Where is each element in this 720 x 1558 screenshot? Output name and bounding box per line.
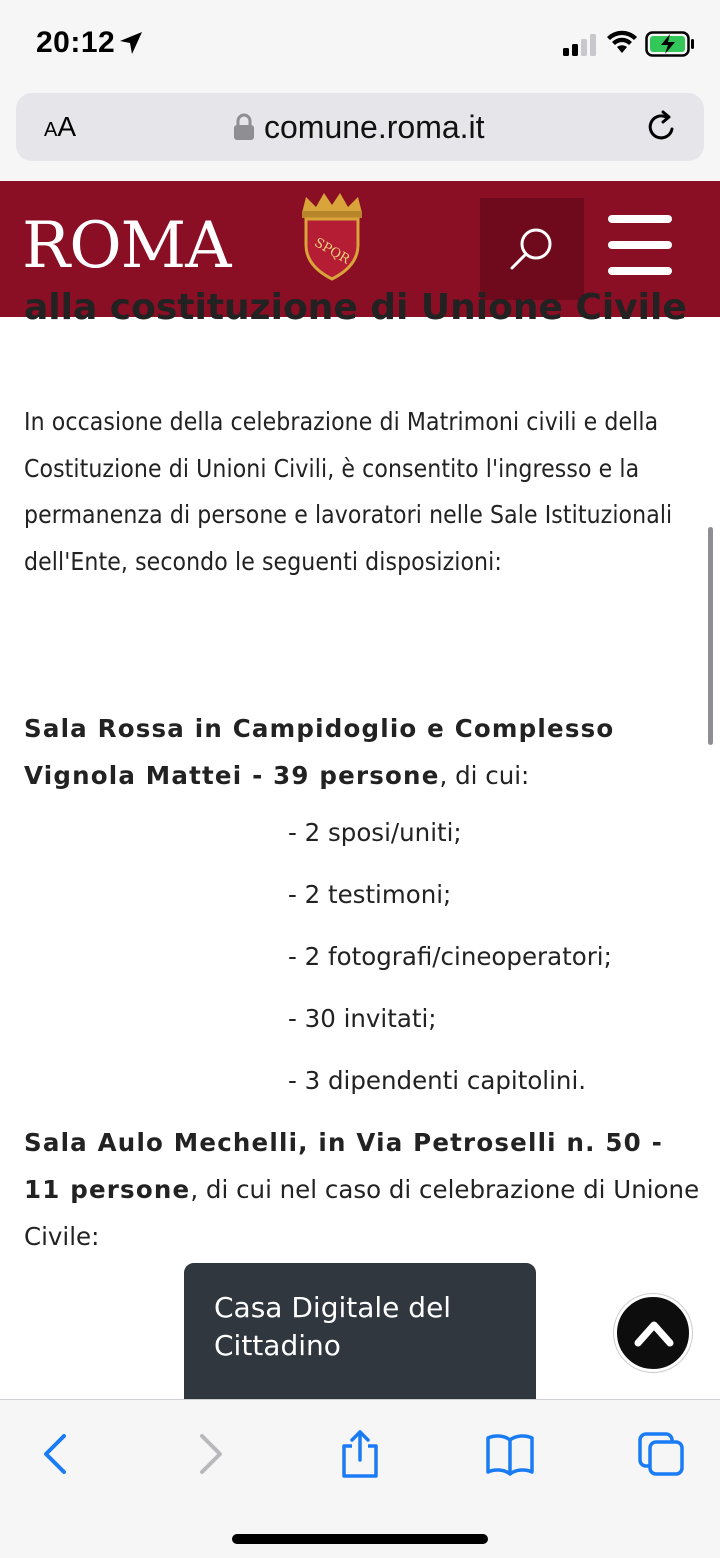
- tabs-icon[interactable]: [636, 1430, 688, 1478]
- status-time: 20:12: [36, 26, 116, 59]
- reload-icon[interactable]: [644, 109, 680, 145]
- venue-sala-aulo-mechelli-rest: , di cui nel caso di celebrazione di Unione Civile:: [24, 1175, 700, 1251]
- url-text[interactable]: comune.roma.it: [264, 109, 485, 145]
- list-item: - 3 dipendenti capitolini.: [288, 1066, 587, 1095]
- casa-digitale-label[interactable]: Casa Digitale del Cittadino: [214, 1291, 452, 1362]
- venue-sala-aulo-mechelli: [24, 1119, 700, 1260]
- hamburger-menu-icon[interactable]: [608, 215, 672, 275]
- status-bar: [0, 0, 720, 90]
- list-item: - 2 testimoni;: [288, 880, 452, 909]
- scroll-to-top-button[interactable]: [614, 1294, 692, 1372]
- list-item: - 2 sposi/uniti;: [288, 818, 462, 847]
- wifi-icon: [606, 31, 638, 55]
- search-icon: [506, 222, 558, 274]
- search-button[interactable]: [480, 198, 584, 300]
- article-content: [0, 287, 720, 1399]
- sala-rossa-list: [288, 813, 612, 1123]
- casa-digitale-popup[interactable]: [182, 1261, 538, 1411]
- scroll-indicator[interactable]: [708, 527, 713, 745]
- back-icon[interactable]: [30, 1430, 82, 1478]
- browser-address-area: [0, 90, 720, 181]
- list-item: - 30 invitati;: [288, 1004, 437, 1033]
- address-bar[interactable]: [16, 93, 704, 161]
- chevron-up-icon: [634, 1317, 674, 1349]
- list-item: - 2 fotografi/cineoperatori;: [288, 942, 612, 971]
- spqr-text: SPQR: [311, 235, 353, 268]
- battery-charging-icon: [645, 31, 695, 57]
- bookmarks-icon[interactable]: [484, 1430, 536, 1478]
- venue-sala-rossa-rest: , di cui:: [439, 761, 530, 790]
- share-icon[interactable]: [334, 1430, 386, 1478]
- reader-text-size-button[interactable]: AA: [44, 111, 77, 142]
- lock-icon: [233, 113, 255, 141]
- location-arrow-icon: [118, 30, 144, 56]
- section-heading: alla costituzione di Unione Civile: [24, 287, 687, 328]
- venue-sala-aulo-mechelli-title: Sala Aulo Mechelli, in Via Petroselli n. 50 - 11 persone: [24, 1128, 663, 1204]
- venue-sala-rossa-title: Sala Rossa in Campidoglio e Complesso Vignola Mattei - 39 persone: [24, 714, 615, 790]
- home-indicator[interactable]: [232, 1534, 488, 1544]
- browser-toolbar: [0, 1399, 720, 1558]
- cellular-signal-icon: [563, 34, 599, 56]
- forward-icon[interactable]: [184, 1430, 236, 1478]
- venue-sala-rossa: [24, 705, 700, 799]
- intro-paragraph: In occasione della celebrazione di Matrimoni civili e della Costituzione di Unioni Civili, è consentito l'ingresso e la permanenza di persone e lavoratori nelle Sale Istituzionali dell'Ente, secondo le seguenti disposizioni:: [24, 407, 673, 576]
- roma-logo[interactable]: ROMA: [22, 209, 231, 283]
- spqr-emblem-icon: [296, 191, 368, 281]
